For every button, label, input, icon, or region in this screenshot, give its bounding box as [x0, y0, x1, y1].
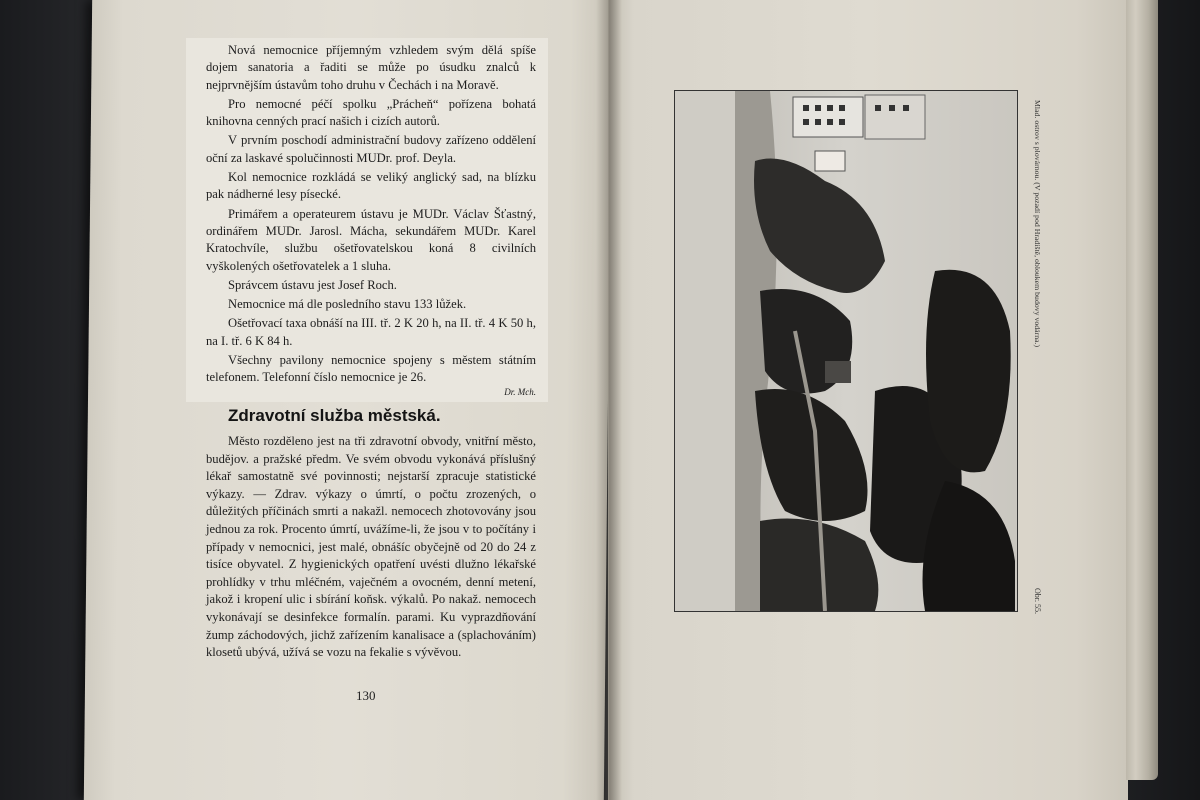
page-edges: [1126, 0, 1158, 780]
section-text-block: [206, 433, 536, 662]
photo-plate: [674, 90, 1018, 612]
page-number: 130: [356, 688, 376, 703]
paragraph: Nemocnice má dle posledního stavu 133 lůžek.: [228, 297, 467, 312]
paragraph: Nová nemocnice příjemným vzhledem svým dělá spíše dojem sanatoria a řaditi se může po úsudku znalců k nejprvnějším ústavům toho druhu v Čechách i na Moravě.: [206, 43, 536, 92]
author-signature: Dr. Mch.: [504, 386, 536, 397]
hospital-text-block: [206, 42, 536, 397]
paragraph: Město rozděleno jest na tři zdravotní obvody, vnitřní město, budějov. a pražské předm. Ve svém obvodu vykonává příslušný lékař samostatně své povinnosti; nejstarší zpracuje statistické výkazy. — Zdrav. výkazy o úmrtí, o počtu zrozených, o důležitých příčinách smrti a nakažl. nemocech zhotovovány jsou jednou za rok. Procento úmrtí, uvážíme-li, že jsou v to počítány i případy v nemocnici, jest malé, obnášíc obyčejně od 20 do 24 z tisíce obyvatel. Z hygienických opatření uvésti dlužno lékařské prohlídky v trhu mléčném, vaječném a ovocném, denní metení, jakož i kropení ulic i sbírání koňsk. výkalů. Po nakaž. nemocech vykonávají se desinfekce formalín. parami. Ku vyprazdňování žump záchodových, jichž zařízením kanalisace a (splachováním) klosetů ubývá, užívá se vozu na fekalie s vývěvou.: [206, 434, 536, 660]
paragraph: Ošetřovací taxa obnáší na III. tř. 2 K 20 h, na II. tř. 4 K 50 h, na I. tř. 6 K 84 h.: [206, 316, 536, 348]
photo-caption: Mlad. ostrov s plovárnou. (V pozadí pod Hradiště, obloukem budovy vodárna.): [1033, 100, 1042, 348]
paragraph: Kol nemocnice rozkládá se veliký anglický sad, na blízku pak nádherné lesy písecké.: [206, 170, 536, 202]
paragraph: Pro nemocné péčí spolku „Prácheň“ pořízena bohatá knihovna cenných prací našich i cizích autorů.: [206, 96, 536, 129]
paragraph: Všechny pavilony nemocnice spojeny s městem státním telefonem. Telefonní číslo nemocnice je 26.: [206, 353, 536, 385]
figure-label: Obr. 55.: [1033, 588, 1042, 614]
paragraph: Správcem ústavu jest Josef Roch.: [228, 277, 397, 292]
paragraph: Primářem a operateurem ústavu je MUDr. Václav Šťastný, ordinářem MUDr. Jarosl. Mácha, sekundářem MUDr. Karel Kratochvíle, službu ošetřovatelskou koná 8 civilních vyškolených ošetřovatelek a 1 sluha.: [206, 206, 536, 273]
section-heading: Zdravotní služba městská.: [228, 406, 441, 425]
landscape-photo: [675, 91, 1017, 611]
book-gutter: [596, 0, 622, 800]
paragraph: V prvním poschodí administrační budovy zařízeno oddělení oční za laskavé spolučinnosti MUDr. prof. Deyla.: [206, 133, 536, 165]
